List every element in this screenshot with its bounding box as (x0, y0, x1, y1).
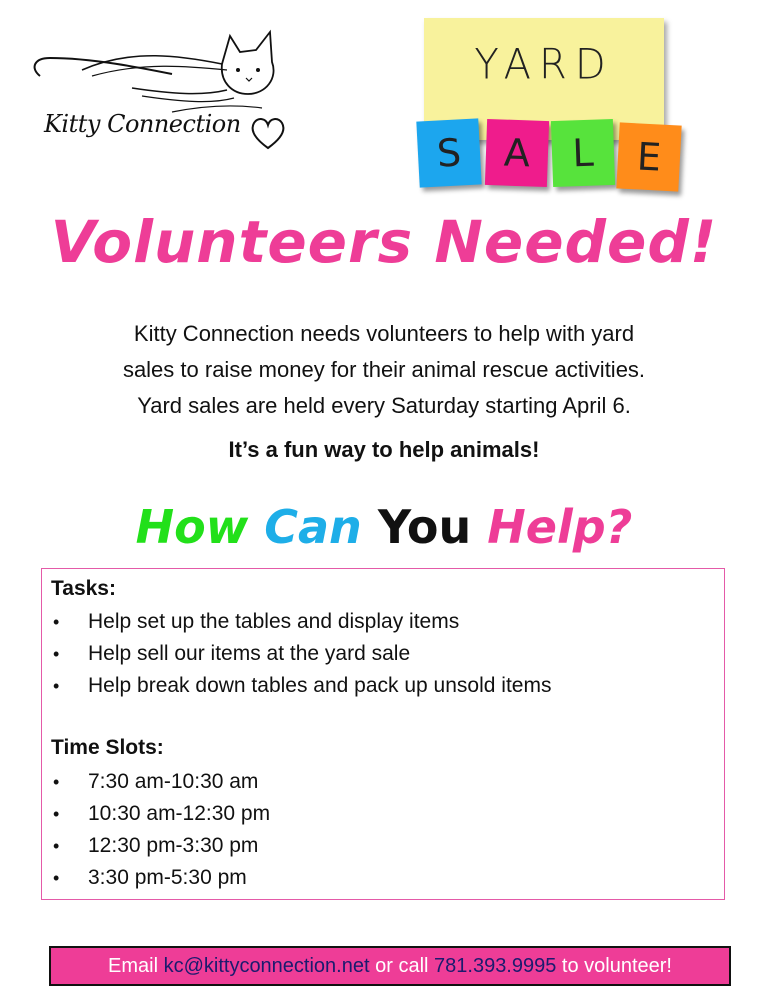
heading-word: Help? (487, 500, 633, 554)
sale-letter-s: S (416, 118, 481, 187)
sale-letter-l: L (551, 119, 615, 187)
slot-text: 12:30 pm-3:30 pm (88, 834, 259, 857)
how-can-you-help-heading (0, 500, 768, 554)
time-slots-title: Time Slots: (51, 736, 164, 759)
heart-icon (248, 114, 288, 152)
footer-text: or call (369, 955, 435, 977)
yard-text: YARD (474, 40, 614, 90)
task-text: Help break down tables and pack up unsold items (88, 674, 552, 697)
list-item (51, 638, 551, 670)
heading-word: Can (264, 500, 362, 554)
intro-line: sales to raise money for their animal rescue activities. (122, 357, 646, 382)
details-box (41, 568, 725, 900)
time-slots-list (51, 766, 270, 894)
list-item (51, 606, 551, 638)
bullet-icon: • (53, 804, 60, 824)
heading-word: How (135, 500, 249, 554)
bullet-icon: • (53, 644, 60, 664)
slot-text: 3:30 pm-5:30 pm (88, 866, 247, 889)
tasks-list (51, 606, 551, 702)
contact-banner (49, 946, 731, 986)
list-item (51, 798, 270, 830)
sale-letter-a: A (485, 119, 549, 187)
sale-letter-e: E (616, 122, 681, 191)
bullet-icon: • (53, 676, 60, 696)
bullet-icon: • (53, 772, 60, 792)
tagline: It’s a fun way to help animals! (228, 437, 540, 462)
tasks-title: Tasks: (51, 577, 116, 600)
email-link[interactable]: kc@kittyconnection.net (163, 955, 370, 977)
list-item (51, 862, 270, 894)
slot-text: 7:30 am-10:30 am (88, 770, 259, 793)
task-text: Help set up the tables and display items (88, 610, 460, 633)
intro-line: Yard sales are held every Saturday starting April 6. (137, 393, 631, 418)
slot-text: 10:30 am-12:30 pm (88, 802, 271, 825)
headline: Volunteers Needed! (50, 208, 718, 276)
heading-word: You (377, 500, 472, 554)
intro-paragraph (40, 316, 728, 424)
footer-text: Email (108, 955, 164, 977)
list-item (51, 766, 270, 798)
logo-text: Kitty Connection (44, 110, 241, 138)
intro-line: Kitty Connection needs volunteers to help with yard (133, 321, 635, 346)
yard-sale-sign (418, 16, 684, 196)
phone-link[interactable]: 781.393.9995 (434, 955, 557, 977)
list-item (51, 670, 551, 702)
bullet-icon: • (53, 836, 60, 856)
task-text: Help sell our items at the yard sale (88, 642, 411, 665)
kitty-connection-logo (22, 18, 292, 168)
list-item (51, 830, 270, 862)
bullet-icon: • (53, 868, 60, 888)
footer-text: to volunteer! (556, 955, 672, 977)
bullet-icon: • (53, 612, 60, 632)
